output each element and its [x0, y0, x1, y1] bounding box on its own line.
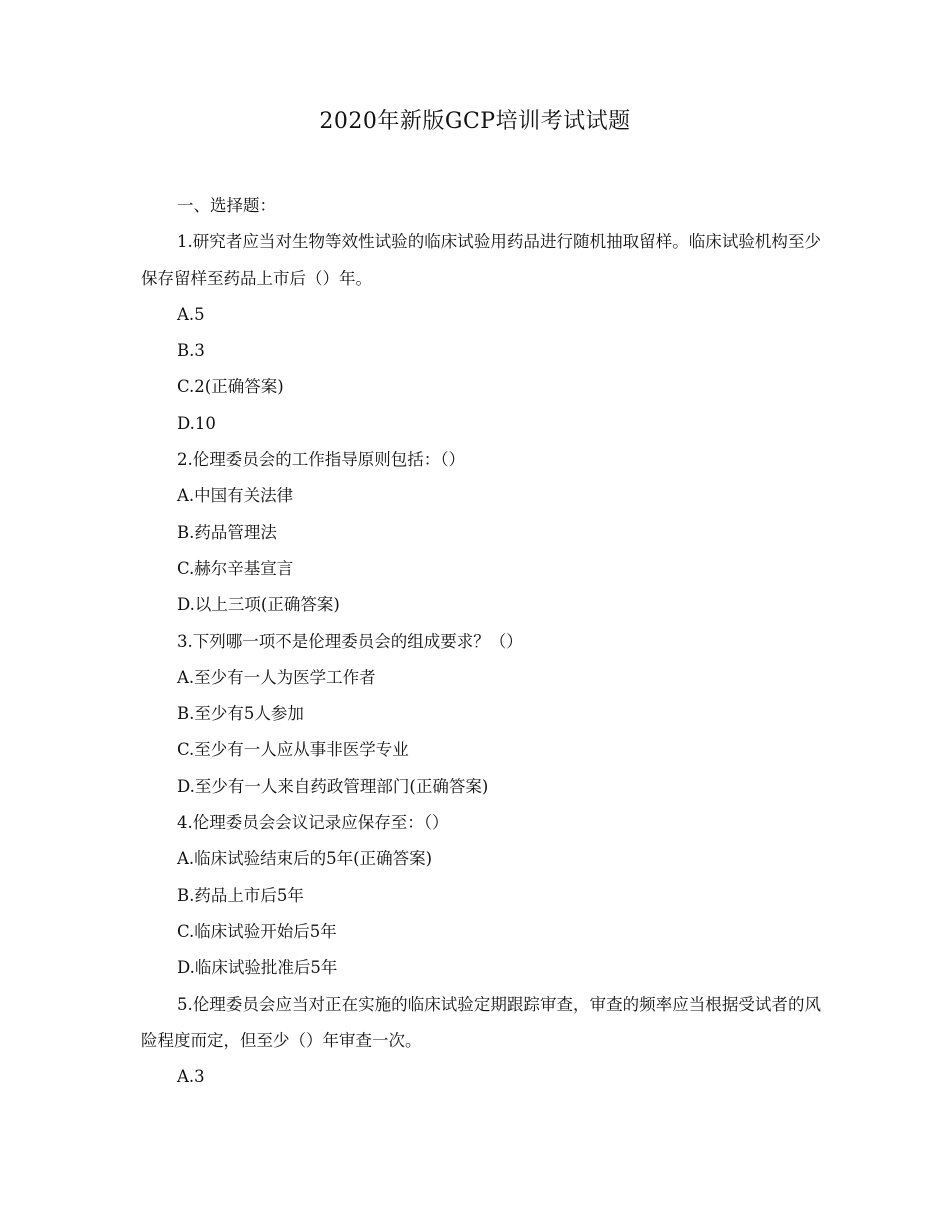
- question-option: B.药品管理法: [177, 522, 277, 542]
- question-option: D.以上三项(正确答案): [177, 595, 340, 615]
- question-option: B.至少有5人参加: [177, 704, 304, 724]
- question-option: C.2(正确答案): [177, 377, 284, 397]
- question-option: C.临床试验开始后5年: [177, 921, 337, 941]
- question-option: C.赫尔辛基宣言: [177, 558, 294, 578]
- question-stem: 5.伦理委员会应当对正在实施的临床试验定期跟踪审查，审查的频率应当根据受试者的风险程度而定，但至少（）年审查一次。: [141, 994, 821, 1050]
- question-option: A.至少有一人为医学工作者: [177, 667, 376, 687]
- question-option: D.10: [177, 413, 216, 433]
- section-heading: 一、选择题：: [177, 196, 276, 215]
- question-stem: 1.研究者应当对生物等效性试验的临床试验用药品进行随机抽取留样。临床试验机构至少保存留样至药品上市后（）年。: [141, 232, 821, 288]
- question-stem: 2.伦理委员会的工作指导原则包括：（）: [177, 450, 465, 470]
- question-option: D.临床试验批准后5年: [177, 958, 338, 978]
- question-option: A.3: [177, 1067, 205, 1087]
- question-option: B.3: [177, 341, 205, 361]
- question-stem: 3.下列哪一项不是伦理委员会的组成要求？（）: [177, 631, 523, 651]
- question-option: B.药品上市后5年: [177, 885, 304, 905]
- question-option: D.至少有一人来自药政管理部门(正确答案): [177, 776, 489, 796]
- question-stem: 4.伦理委员会会议记录应保存至：（）: [177, 813, 449, 833]
- document-title: 2020年新版GCP培训考试试题: [319, 109, 631, 134]
- document-body: [141, 188, 821, 1095]
- question-option: A.临床试验结束后的5年(正确答案): [177, 849, 433, 869]
- question-option: A.中国有关法律: [177, 486, 294, 506]
- question-option: A.5: [177, 304, 205, 324]
- question-option: C.至少有一人应从事非医学专业: [177, 740, 409, 760]
